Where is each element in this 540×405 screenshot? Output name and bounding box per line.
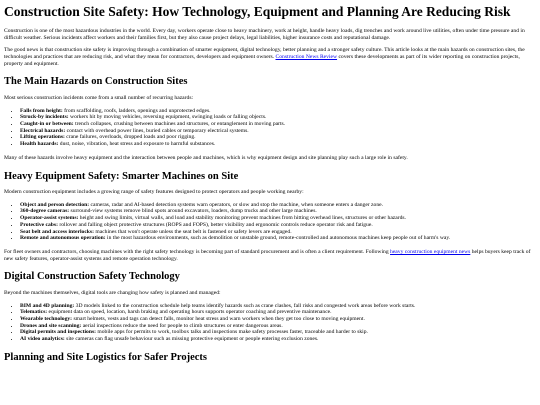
equipment-list [4, 202, 536, 242]
list-item: • 360-degree cameras: surround-view systems remove blind spots around excavators, loaders, dump trucks and other large machines. [20, 208, 536, 215]
list-item: • Falls from height: from scaffolding, roofs, ladders, openings and unprotected edges. [20, 108, 536, 115]
construction-news-review-link[interactable]: Construction News Review [275, 53, 338, 60]
equipment-lead: Modern construction equipment includes a growing range of safety features designed to protect operators and people working nearby: [4, 189, 304, 196]
list-item: • Seat belt and access interlocks: machines that won't operate unless the seat belt is fastened or safety levers are engaged. [20, 229, 536, 236]
list-item: • BIM and 4D planning: 3D models linked to the construction schedule help teams identify hazards such as crane clashes, fall risks and congested work areas before work starts. [20, 303, 536, 310]
list-item: • Remote and autonomous operation: in the most hazardous environments, such as demolition or unstable ground, remote-controlled and autonomous machines keep people out of harm's way. [20, 235, 536, 242]
intro-paragraph-1: Construction is one of the most hazardous industries in the world. Every day, workers operate close to heavy machinery, work at height, handle heavy loads, dig trenches and work around live utilities, often under time pressure and in difficult weather. Serious incidents affect workers and their families first, but they also cause project delays, legal liabilities, higher insurance costs and reputational damage. [4, 27, 525, 41]
section-heading-heavy-equipment: Heavy Equipment Safety: Smarter Machines on Site [4, 170, 239, 182]
list-item: • Digital permits and inspections: mobile apps for permits to work, toolbox talks and inspections make safety processes faster, traceable and harder to skip. [20, 329, 536, 336]
hazards-lead: Most serious construction incidents come from a small number of recurring hazards: [4, 94, 194, 101]
intro-paragraph-2 [4, 47, 536, 67]
page-title: Construction Site Safety: How Technology, Equipment and Planning Are Reducing Risk [4, 4, 511, 19]
hazards-summary: Many of these hazards involve heavy equipment and the interaction between people and machines, which is why equipment design and site planning play such a large role in safety. [4, 154, 408, 161]
digital-lead: Beyond the machines themselves, digital tools are changing how safety is planned and managed: [4, 289, 221, 296]
list-item: • Object and person detection: cameras, radar and AI-based detection systems warn operators, or slow and stop the machine, when someone enters a danger zone. [20, 202, 536, 209]
list-item: • Telematics: equipment data on speed, location, harsh braking and operating hours supports operator coaching and preventive maintenance. [20, 309, 536, 316]
list-item: • Drones and site scanning: aerial inspections reduce the need for people to climb structures or enter dangerous areas. [20, 323, 536, 330]
section-heading-hazards: The Main Hazards on Construction Sites [4, 76, 188, 88]
intro-text-after-link: covers these developments as part of its wider reporting on construction projects, property and equipment. [4, 53, 520, 67]
list-item: • Struck-by incidents: workers hit by moving vehicles, reversing equipment, swinging loads or falling objects. [20, 114, 536, 121]
list-item: • Protective cabs: rollover and falling object protective structures (ROPS and FOPS), better visibility and ergonomic controls reduce operator risk and fatigue. [20, 222, 536, 229]
equipment-summary: For fleet owners and contractors, choosing machines with the right safety technology is becoming part of standard procurement and is often a client requirement. Following heavy construction equipment news helps buyers keep track of new safety features, operator-assist systems and remote operation technology. [4, 249, 531, 262]
hazards-list [4, 108, 536, 148]
heavy-equipment-news-link[interactable]: heavy construction equipment news [390, 249, 471, 255]
list-item: • Electrical hazards: contact with overhead power lines, buried cables or temporary electrical systems. [20, 128, 536, 135]
list-item: • Operator-assist systems: height and swing limits, virtual walls, and load and stability monitoring prevent machines from hitting overhead lines, structures or other hazards. [20, 215, 536, 222]
section-heading-digital: Digital Construction Safety Technology [4, 271, 180, 283]
list-item: • AI video analytics: site cameras can flag unsafe behaviour such as missing protective equipment or people entering exclusion zones. [20, 336, 536, 343]
list-item: • Lifting operations: crane failures, overloads, dropped loads and poor rigging. [20, 134, 536, 141]
list-item: • Wearable technology: smart helmets, vests and tags can detect falls, monitor heat stress and warn workers when they get too close to moving equipment. [20, 316, 536, 323]
section-heading-planning: Planning and Site Logistics for Safer Projects [4, 351, 207, 363]
list-item: • Health hazards: dust, noise, vibration, heat stress and exposure to harmful substances. [20, 141, 536, 148]
intro-text-before-link: The good news is that construction site safety is improving through a combination of smarter equipment, digital technology, better planning and a stronger safety culture. This article looks at the main hazards on construction sites, the technologies and practices that are reducing risk, and what they mean for contractors, developers and equipment owners. [4, 47, 525, 60]
digital-list [4, 303, 536, 343]
list-item: • Caught-in or between: trench collapses, crushing between machines and structures, or entanglement in moving parts. [20, 121, 536, 128]
